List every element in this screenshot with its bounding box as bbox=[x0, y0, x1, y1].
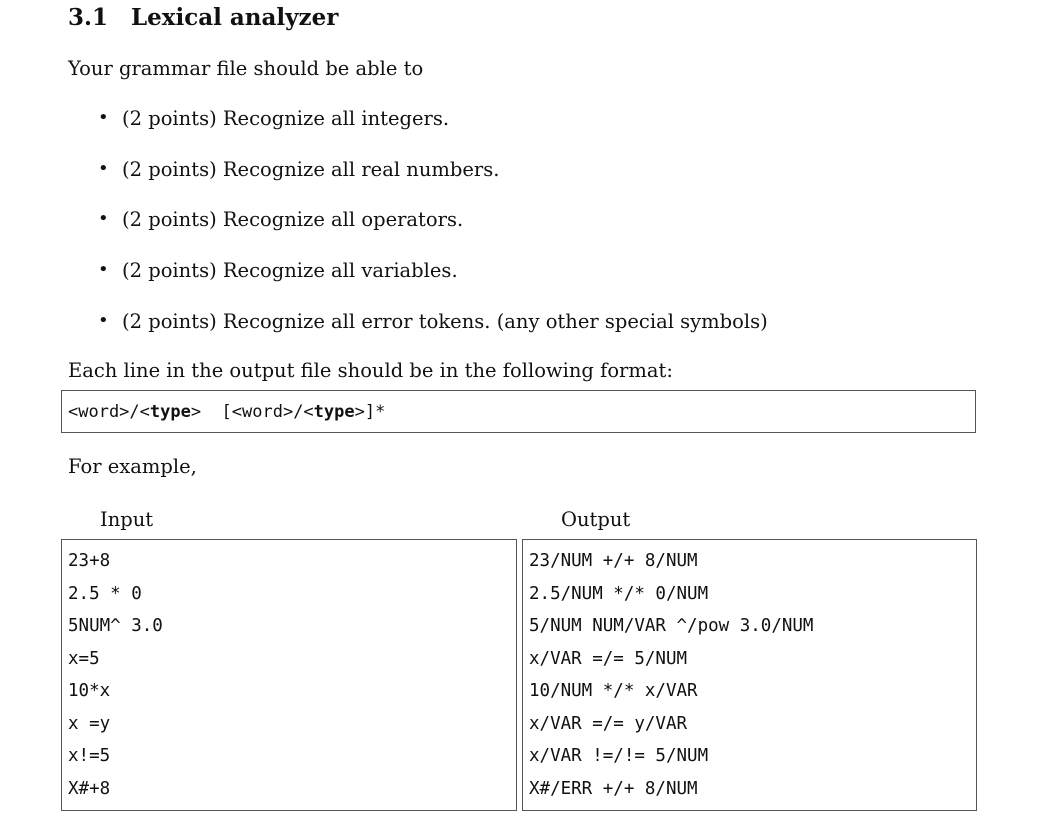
list-item: • (2 points) Recognize all real numbers. bbox=[122, 158, 499, 181]
input-line: 23+8 bbox=[68, 551, 111, 571]
format-part: > [<word>/< bbox=[190, 402, 314, 422]
input-line: X#+8 bbox=[68, 779, 111, 799]
section-title: Lexical analyzer bbox=[131, 4, 339, 31]
section-heading bbox=[68, 4, 338, 31]
output-line: 23/NUM +/+ 8/NUM bbox=[529, 551, 698, 571]
output-box bbox=[522, 539, 977, 811]
output-line: x/VAR =/= 5/NUM bbox=[529, 649, 688, 669]
output-line: 10/NUM */* x/VAR bbox=[529, 681, 698, 701]
output-label: Output bbox=[561, 508, 631, 531]
format-part: >]* bbox=[354, 402, 386, 422]
input-line: x =y bbox=[68, 714, 111, 734]
list-item: • (2 points) Recognize all integers. bbox=[122, 107, 449, 130]
input-box bbox=[61, 539, 517, 811]
example-intro: For example, bbox=[68, 455, 197, 478]
input-line: x=5 bbox=[68, 649, 100, 669]
input-label: Input bbox=[100, 508, 154, 531]
format-box bbox=[61, 390, 976, 433]
intro-paragraph: Your grammar file should be able to bbox=[68, 57, 424, 80]
input-line: 5NUM^ 3.0 bbox=[68, 616, 163, 636]
format-keyword: type bbox=[149, 402, 191, 422]
section-number: 3.1 bbox=[68, 4, 109, 31]
list-item: • (2 points) Recognize all variables. bbox=[122, 259, 458, 282]
output-line: x/VAR =/= y/VAR bbox=[529, 714, 688, 734]
list-item: • (2 points) Recognize all error tokens. (any other special symbols) bbox=[122, 310, 768, 333]
output-line: X#/ERR +/+ 8/NUM bbox=[529, 779, 698, 799]
input-line: 10*x bbox=[68, 681, 111, 701]
output-line: 2.5/NUM */* 0/NUM bbox=[529, 584, 709, 604]
format-code bbox=[68, 402, 385, 422]
output-line: x/VAR !=/!= 5/NUM bbox=[529, 746, 709, 766]
input-line: x!=5 bbox=[68, 746, 111, 766]
format-keyword: type bbox=[313, 402, 355, 422]
input-line: 2.5 * 0 bbox=[68, 584, 142, 604]
output-line: 5/NUM NUM/VAR ^/pow 3.0/NUM bbox=[529, 616, 814, 636]
format-part: <word>/< bbox=[68, 402, 150, 422]
list-item: • (2 points) Recognize all operators. bbox=[122, 208, 463, 231]
format-intro: Each line in the output file should be in the following format: bbox=[68, 359, 673, 382]
